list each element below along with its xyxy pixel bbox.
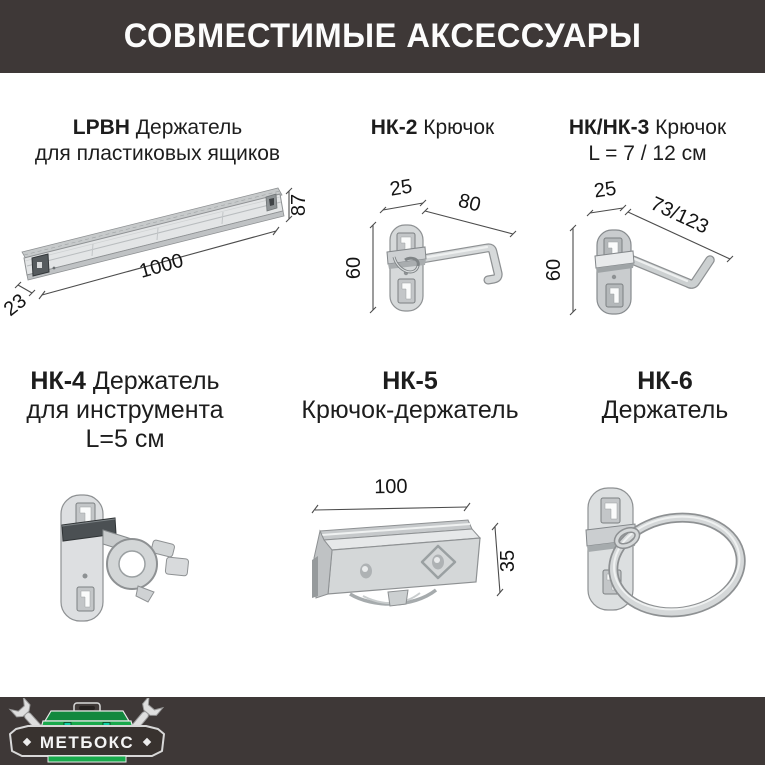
product-subtitle: L = 7 / 12 см — [588, 142, 707, 165]
dim-height: 60 — [343, 256, 365, 280]
dim-width: 25 — [388, 175, 414, 201]
hk5-holder-drawing — [288, 468, 528, 618]
lpbh-rail-drawing — [0, 182, 318, 324]
dim-height: 87 — [288, 193, 310, 217]
label-hk5 — [285, 367, 535, 425]
product-code: НК-2 — [370, 116, 418, 139]
dim-length: 73/123 — [647, 192, 712, 239]
product-code: НК/НК-3 — [568, 116, 650, 139]
dim-length: 1000 — [137, 249, 186, 283]
label-hk6 — [550, 367, 765, 425]
label-lpbh — [20, 115, 295, 167]
page-title: СОВМЕСТИМЫЕ АКСЕССУАРЫ — [123, 17, 642, 55]
product-code: НК-6 — [637, 367, 693, 395]
dim-width: 25 — [592, 177, 618, 203]
metbox-logo — [4, 698, 170, 764]
dim-height: 35 — [497, 549, 519, 573]
label-hk2 — [330, 115, 535, 141]
hk6-ring-holder-drawing — [575, 470, 760, 630]
product-name: Крючок — [423, 116, 495, 139]
product-code: LPBH — [72, 116, 130, 139]
hk4-tool-holder-drawing — [40, 468, 205, 633]
product-name: Держатель — [135, 116, 243, 139]
header-bar — [0, 0, 765, 73]
label-hk3 — [540, 115, 755, 167]
brand-name: МЕТБОКС — [39, 733, 135, 752]
dim-length: 80 — [455, 189, 483, 217]
product-name: Держатель — [92, 367, 220, 395]
product-subtitle: для пластиковых ящиков — [34, 142, 281, 165]
dim-width: 100 — [374, 475, 408, 499]
product-subtitle: для инструмента — [26, 396, 224, 424]
dim-depth: 23 — [0, 289, 31, 321]
product-name: Держатель — [601, 396, 729, 424]
product-name: Крючок-держатель — [301, 396, 519, 424]
product-code: НК-5 — [382, 367, 438, 395]
dim-height: 60 — [543, 258, 565, 282]
label-hk4 — [0, 367, 250, 454]
hk2-hook-drawing — [335, 175, 525, 322]
product-code: НК-4 — [30, 367, 86, 395]
hk3-hook-drawing — [540, 177, 755, 322]
product-name: Крючок — [655, 116, 727, 139]
product-subtitle2: L=5 см — [85, 425, 165, 453]
